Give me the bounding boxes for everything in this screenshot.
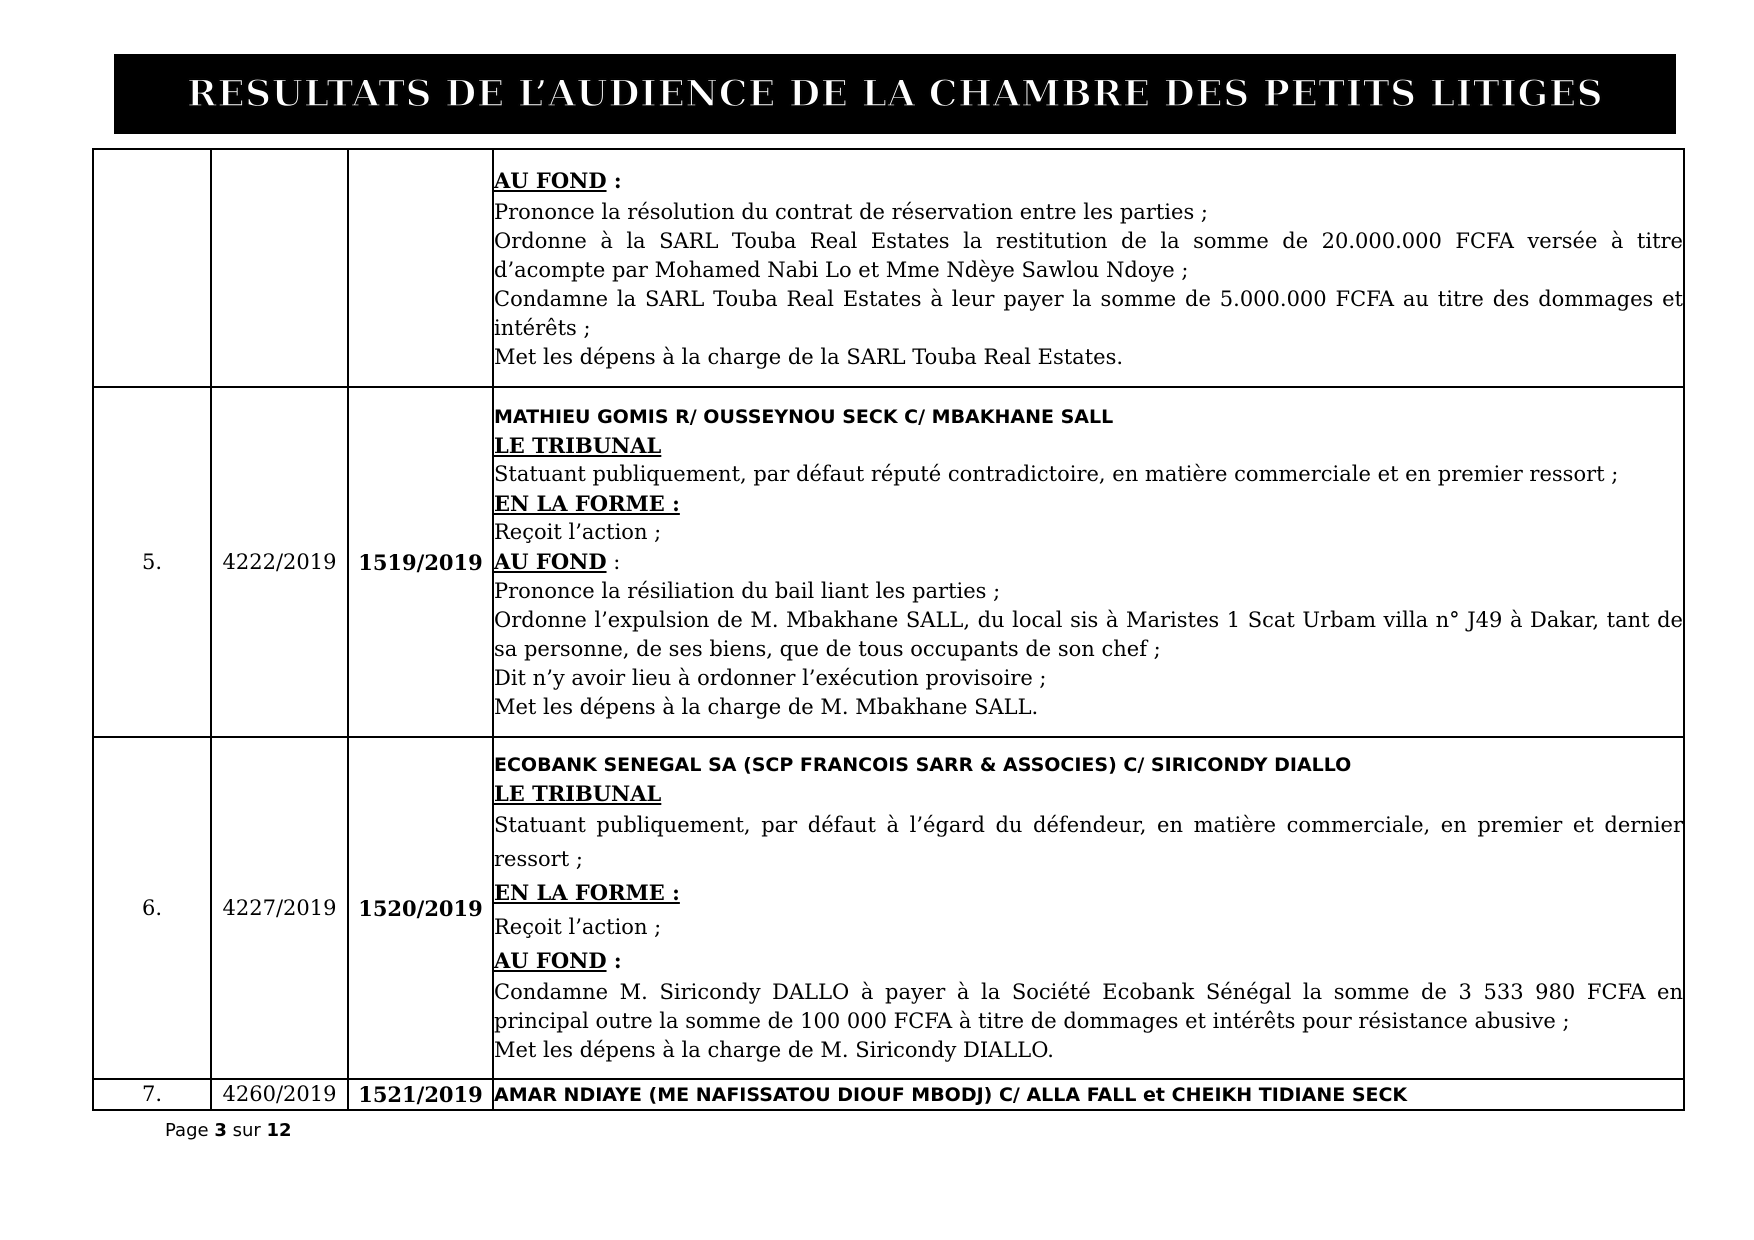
decision-content-cell [493,1079,1684,1110]
decision-line: Prononce la résiliation du bail liant les parties ; [494,578,1001,603]
registry-number-cell: 4227/2019 [211,737,348,1079]
decision-line: Met les dépens à la charge de M. Siricondy DIALLO. [494,1038,1054,1062]
statuant-line: Statuant publiquement, par défaut réputé contradictoire, en matière commerciale et en premier ressort ; [494,461,1619,486]
decision-content-cell: ECOBANK SENEGAL SA (SCP FRANCOIS SARR & ASSOCIES) C/ SIRICONDY DIALLO LE TRIBUNAL Statuant publiquement, par défaut à l’égard du défendeur, en matière commerciale, en premier et dernier ressort ; EN LA FORME : Reçoit l’action ; AU FOND : Condamne M. Siricondy DALLO à payer à la Société Ecobank Sénégal la somme de 3 533 980 FCFA en principal outre la somme de 100 000 FCFA à titre de dommages et intérêts pour résistance abusive ; Met les dépens à la charge de M. Siricondy DIALLO. [493,737,1684,1079]
registry-number-cell: 4260/2019 [211,1079,348,1110]
decision-number-cell: 1519/2019 [348,387,493,737]
forme-line: Reçoit l’action ; [494,519,662,544]
page-current: 3 [214,1120,227,1141]
tribunal-heading: LE TRIBUNAL [494,781,662,806]
decision-line: Met les dépens à la charge de la SARL Touba Real Estates. [494,345,1124,369]
title-banner [114,54,1676,134]
decision-line: Ordonne l’expulsion de M. Mbakhane SALL, du local sis à Maristes 1 Scat Urbam villa n° J49 à Dakar, tant de sa personne, de ses biens, que de tous occupants de son chef ; [494,607,1683,661]
page-footer [165,1120,292,1141]
registry-number-cell [211,149,348,387]
au-fond-heading: AU FOND [494,168,607,193]
tribunal-heading: LE TRIBUNAL [494,432,662,458]
page-title: RESULTATS DE L’AUDIENCE DE LA CHAMBRE DES PETITS LITIGES [186,73,1604,115]
case-number-cell: 7. [93,1079,211,1110]
decision-number-cell [348,149,493,387]
en-la-forme-heading: EN LA FORME : [494,490,680,516]
results-table [92,148,1685,1111]
statuant-line: Statuant publiquement, par défaut à l’égard du défendeur, en matière commerciale, en premier et dernier ressort ; [494,813,1683,871]
decision-content-cell: MATHIEU GOMIS R/ OUSSEYNOU SECK C/ MBAKHANE SALL LE TRIBUNAL Statuant publiquement, par défaut réputé contradictoire, en matière commerciale et en premier ressort ; EN LA FORME : Reçoit l’action ; AU FOND : Prononce la résiliation du bail liant les parties ; Ordonne l’expulsion de M. Mbakhane SALL, du local sis à Maristes 1 Scat Urbam villa n° J49 à Dakar, tant de sa personne, de ses biens, que de tous occupants de son chef ; Dit n’y avoir lieu à ordonner l’exécution provisoire ; Met les dépens à la charge de M. Mbakhane SALL. [493,387,1684,737]
parties-line: AMAR NDIAYE (ME NAFISSATOU DIOUF MBODJ) C/ ALLA FALL et CHEIKH TIDIANE SECK [494,1083,1408,1106]
decision-line: Met les dépens à la charge de M. Mbakhane SALL. [494,694,1039,719]
decision-line: Condamne la SARL Touba Real Estates à leur payer la somme de 5.000.000 FCFA au titre des dommages et intérêts ; [494,287,1683,340]
forme-line: Reçoit l’action ; [494,915,662,939]
au-fond-heading: AU FOND [494,948,607,973]
decision-line: Condamne M. Siricondy DALLO à payer à la Société Ecobank Sénégal la somme de 3 533 980 FCFA en principal outre la somme de 100 000 FCFA à titre de dommages et intérêts pour résistance abusive ; [494,980,1683,1033]
decision-line: Prononce la résolution du contrat de réservation entre les parties ; [494,200,1208,224]
registry-number-cell: 4222/2019 [211,387,348,737]
table-row [93,1079,1684,1110]
case-number-cell: 6. [93,737,211,1079]
table-row [93,149,1684,387]
decision-line: Dit n’y avoir lieu à ordonner l’exécution provisoire ; [494,665,1047,690]
decision-line: Ordonne à la SARL Touba Real Estates la restitution de la somme de 20.000.000 FCFA versée à titre d’acompte par Mohamed Nabi Lo et Mme Ndèye Sawlou Ndoye ; [494,229,1683,282]
parties-line: MATHIEU GOMIS R/ OUSSEYNOU SECK C/ MBAKHANE SALL [494,405,1114,428]
page-total: 12 [266,1120,292,1141]
page-label: Page [165,1120,209,1141]
decision-number-cell: 1521/2019 [348,1079,493,1110]
table-row [93,737,1684,1079]
case-number-cell [93,149,211,387]
decision-content-cell: AU FOND : Prononce la résolution du contrat de réservation entre les parties ; Ordonne à la SARL Touba Real Estates la restitution de la somme de 20.000.000 FCFA versée à titre d’acompte par Mohamed Nabi Lo et Mme Ndèye Sawlou Ndoye ; Condamne la SARL Touba Real Estates à leur payer la somme de 5.000.000 FCFA au titre des dommages et intérêts ; Met les dépens à la charge de la SARL Touba Real Estates. [493,149,1684,387]
parties-line: ECOBANK SENEGAL SA (SCP FRANCOIS SARR & ASSOCIES) C/ SIRICONDY DIALLO [494,754,1352,776]
case-number-cell: 5. [93,387,211,737]
table-row [93,387,1684,737]
page-separator: sur [232,1120,261,1141]
au-fond-heading: AU FOND [494,548,607,574]
en-la-forme-heading: EN LA FORME : [494,880,680,905]
decision-number-cell: 1520/2019 [348,737,493,1079]
